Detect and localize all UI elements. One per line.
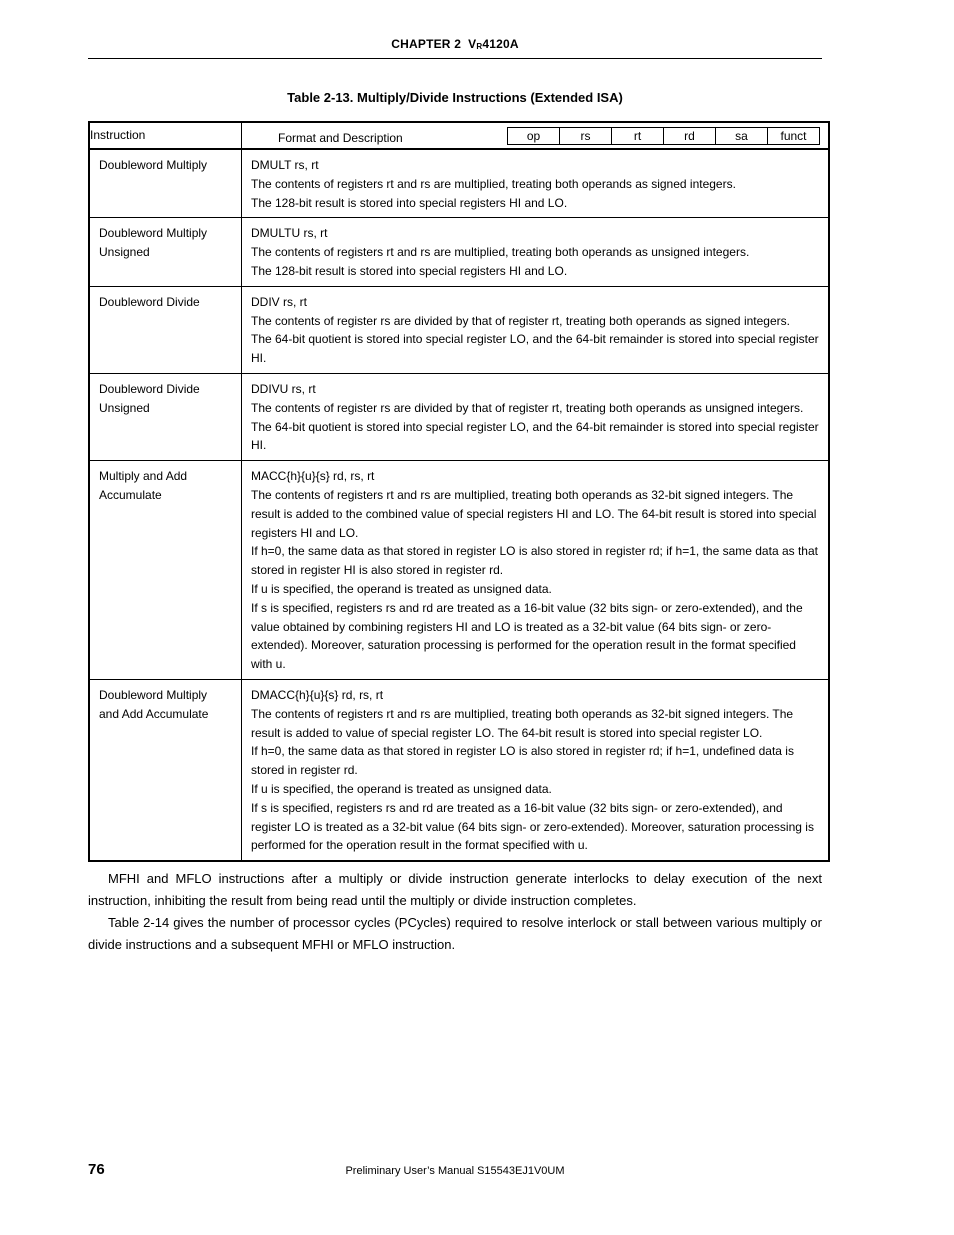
instruction-format: DDIVU rs, rt xyxy=(251,381,316,396)
column-header-format xyxy=(242,122,830,149)
instruction-description: MACC{h}{u}{s} rd, rs, rt The contents of registers rt and rs are multiplied, treating both operands as 32-bit signed integers. The result is added to the combined value of special registers HI and LO. The 64-bit result is stored into special registers HI and LO. If h=0, the same data as that stored in register LO is also stored in register rd; if h=1, the same data as that stored in register HI is also stored in register rd. If u is specified, the operand is treated as unsigned data. If s is specified, registers rs and rd are treated as a 16-bit value (32 bits sign- or zero-extended), and the value obtained by combining registers HI and LO is treated as a 32-bit value (64 bits sign- or zero-extended). Moreover, saturation processing is performed for the operation result in the format specified with u. xyxy=(242,461,830,680)
field-funct: funct xyxy=(767,128,819,144)
chapter-label: CHAPTER 2 xyxy=(391,37,462,51)
page-number: 76 xyxy=(88,1161,105,1178)
instruction-format: DMULT rs, rt xyxy=(251,158,319,172)
field-rs: rs xyxy=(559,128,611,144)
table-header-row xyxy=(89,122,829,149)
manual-reference: Preliminary User’s Manual S15543EJ1V0UM xyxy=(345,1165,565,1177)
instruction-format: DDIV rs, rt xyxy=(251,294,307,309)
body-paragraph: Table 2-14 gives the number of processor cycles (PCycles) required to resolve interlock or stall between various multiply or divide instructions and a subsequent MFHI or MFLO instruction. xyxy=(88,915,822,952)
instructions-table xyxy=(88,121,830,862)
instruction-name: Doubleword Divide Unsigned xyxy=(89,373,242,460)
instruction-description: DMULT rs, rt The contents of registers rt and rs are multiplied, treating both operands as signed integers. The 128-bit result is stored into special registers HI and LO. xyxy=(242,149,830,218)
header-divider xyxy=(88,58,822,59)
table-row xyxy=(89,149,829,218)
table-caption: Table 2-13. Multiply/Divide Instructions (Extended ISA) xyxy=(287,90,623,105)
instruction-description: DDIV rs, rt The contents of register rs are divided by that of register rt, treating both operands as signed integers. The 64-bit quotient is stored into special register LO, and the 64-bit remainder is stored into special register HI. xyxy=(242,286,830,373)
instruction-name: Doubleword Multiply Unsigned xyxy=(89,218,242,286)
instruction-format: DMACC{h}{u}{s} rd, rs, rt xyxy=(251,687,384,702)
instruction-name: Doubleword Divide xyxy=(89,286,242,373)
instruction-name: Doubleword Multiply and Add Accumulate xyxy=(89,679,242,861)
instruction-field-layout xyxy=(507,127,820,145)
instruction-description: DDIVU rs, rt The contents of register rs are divided by that of register rt, treating both operands as unsigned integers. The 64-bit quotient is stored into special register LO, and the 64-bit remainder is stored into special register HI. xyxy=(242,373,830,460)
body-paragraph: MFHI and MFLO instructions after a multiply or divide instruction generate interlocks to delay execution of the next instruction, inhibiting the result from being read until the multiply or divide instruction completes. xyxy=(88,871,822,908)
table-row xyxy=(89,373,829,460)
chapter-header xyxy=(0,37,910,51)
table-row xyxy=(89,461,829,680)
table-row xyxy=(89,218,829,286)
instruction-description: DMULTU rs, rt The contents of registers rt and rs are multiplied, treating both operands as unsigned integers. The 128-bit result is stored into special registers HI and LO. xyxy=(242,218,830,286)
instruction-name: Multiply and Add Accumulate xyxy=(89,461,242,680)
field-sa: sa xyxy=(715,128,767,144)
field-op: op xyxy=(526,129,541,143)
field-rd: rd xyxy=(663,128,715,144)
column-header-instruction: Instruction xyxy=(89,122,242,149)
format-header-label: Format and Description xyxy=(278,131,403,145)
product-name: $V_R4120A$ xyxy=(468,37,519,51)
field-rt: rt xyxy=(611,128,663,144)
instruction-format: DMULTU rs, rt xyxy=(251,226,328,241)
table-row xyxy=(89,286,829,373)
instruction-format: MACC{h}{u}{s} rd, rs, rt xyxy=(251,469,375,484)
instruction-name: Doubleword Multiply xyxy=(89,149,242,218)
instruction-description: DMACC{h}{u}{s} rd, rs, rt The contents of registers rt and rs are multiplied, treating both operands as 32-bit signed integers. The result is added to value of special register LO. The 64-bit result is stored into special register LO. If h=0, the same data as that stored in register LO is also stored in register rd; if h=1, undefined data is stored in register rd. If u is specified, the operand is treated as unsigned data. If s is specified, registers rs and rd are treated as a 16-bit value (32 bits sign- or zero-extended), and register LO is treated as a 32-bit value (64 bits sign- or zero-extended). Moreover, saturation processing is performed for the operation result in the format specified with u. xyxy=(242,679,830,861)
table-row xyxy=(89,679,829,861)
